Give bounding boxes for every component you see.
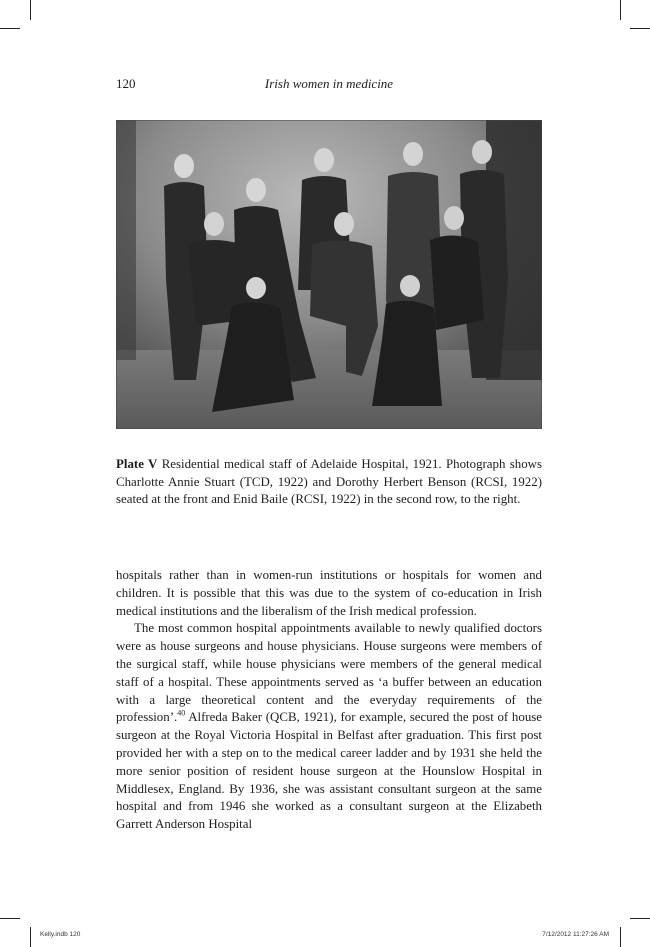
crop-mark	[630, 918, 650, 919]
crop-mark	[630, 28, 650, 29]
paragraph	[116, 620, 542, 834]
paragraph: hospitals rather than in women-run institutions or hospitals for women and children. It is possible that this was due to the system of co-education in Irish medical institutions and the liberalism of the Irish medical profession.	[116, 568, 542, 618]
page-header	[116, 76, 542, 92]
running-title: Irish women in medicine	[264, 76, 394, 91]
plate-label: Plate V	[116, 457, 158, 471]
paragraph-text: Alfreda Baker (QCB, 1921), for example, secured the post of house surgeon at the Royal Victoria Hospital in Belfast after graduation. This first post provided her with a step on to the medical career ladder and by 1931 she held the more senior position of resident house surgeon at the Hounslow Hospital in Middlesex, England. By 1936, she was assistant consultant surgeon at the same hospital and from 1946 she worked as a consultant surgeon at the Elizabeth Garrett Anderson Hospital	[116, 710, 542, 832]
page-number: 120	[116, 76, 136, 91]
slug-timestamp: 7/12/2012 11:27:26 AM	[542, 931, 609, 938]
crop-mark	[620, 927, 621, 947]
crop-mark	[0, 28, 20, 29]
footnote-reference: 40	[177, 709, 186, 719]
paragraph-text: The most common hospital appointments available to newly qualified doctors were as house surgeons and house physicians. House surgeons were members of the surgical staff, while house physicians were members of the general medical staff of a hospital. These appointments served as ‘a buffer between an education with a large theoretical content and the everyday requirements of the profession’.	[116, 621, 542, 725]
crop-mark	[30, 927, 31, 947]
slug-file: Kelly.indb 120	[40, 931, 81, 938]
crop-mark	[30, 0, 31, 20]
body-text	[116, 567, 542, 834]
crop-mark	[0, 918, 20, 919]
plate-photograph	[116, 120, 542, 429]
caption-text: Residential medical staff of Adelaide Hospital, 1921. Photograph shows Charlotte Annie Stuart (TCD, 1922) and Dorothy Herbert Benson (RCSI, 1922) seated at the front and Enid Baile (RCSI, 1922) in the second row, to the right.	[116, 457, 542, 507]
figure-caption	[116, 456, 542, 509]
crop-mark	[620, 0, 621, 20]
